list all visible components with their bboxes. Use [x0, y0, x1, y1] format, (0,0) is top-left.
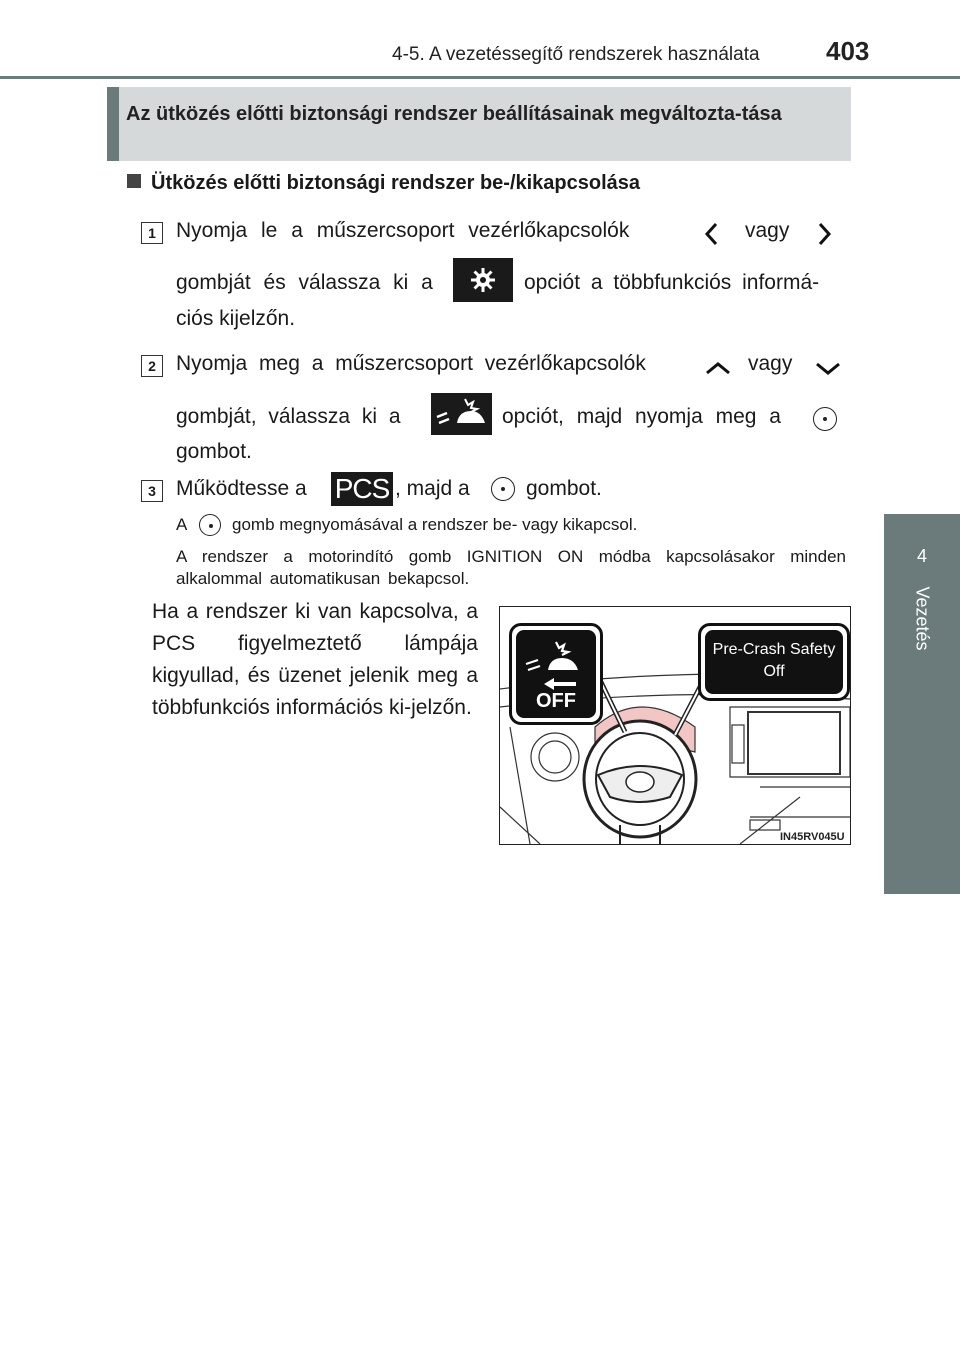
chevron-down-icon — [814, 360, 842, 376]
step1-vagy: vagy — [745, 219, 790, 242]
step1-line2b: opciót a többfunkciós informá- — [524, 271, 820, 294]
page-number: 403 — [826, 36, 870, 66]
dashboard-illustration — [499, 606, 851, 845]
note1-a: A — [176, 515, 188, 534]
chapter-tab-text: Vezetés — [912, 586, 933, 651]
body-paragraph: Ha a rendszer ki van kapcsolva, a PCS figyelmeztető lámpája kigyullad, és üzenet jelenik meg a többfunkciós információs ki-jelzőn. — [152, 600, 478, 719]
header-rule — [0, 76, 960, 79]
pcs-switch-icon: PCS — [331, 472, 393, 506]
step1-line1: Nyomja le a műszercsoport vezérlőkapcsolók — [176, 219, 630, 242]
ok-button-icon — [491, 477, 515, 501]
step3-text-b: , majd a — [395, 477, 470, 500]
settings-gear-icon — [453, 258, 513, 302]
subheading-text: Ütközés előtti biztonsági rendszer be-/kikapcsolása — [151, 172, 641, 194]
subheading — [127, 172, 640, 195]
note1-b: gomb megnyomásával a rendszer be- vagy kikapcsol. — [232, 515, 638, 534]
step-number-2: 2 — [141, 355, 163, 377]
lamp-frame — [509, 623, 603, 725]
section-title: Az ütközés előtti biztonsági rendszer beállításainak megváltozta-tása — [126, 103, 782, 125]
ok-button-icon — [199, 514, 221, 536]
lamp-off-text: OFF — [536, 690, 576, 712]
step3-text-a: Működtesse a — [176, 477, 307, 500]
pcs-off-lamp-icon — [516, 630, 596, 718]
section-title-bar — [107, 87, 119, 161]
step2-vagy: vagy — [748, 352, 793, 375]
ok-button-icon — [813, 407, 837, 431]
step2-line3: gombot. — [176, 440, 252, 463]
chevron-right-icon — [816, 221, 834, 247]
step-number-1: 1 — [141, 222, 163, 244]
step1-line3: ciós kijelzőn. — [176, 307, 296, 330]
callout-line1: Pre-Crash Safety — [712, 641, 836, 658]
mid-display-message — [705, 630, 843, 694]
step2-line2b: opciót, majd nyomja meg a — [502, 405, 781, 428]
step3-text-c: gombot. — [526, 477, 602, 500]
chevron-up-icon — [704, 360, 732, 376]
step-number-3: 3 — [141, 480, 163, 502]
square-bullet-icon — [127, 174, 141, 188]
step1-line2a: gombját és válassza ki a — [176, 271, 433, 294]
note2: A rendszer a motorindító gomb IGNITION ON módba kapcsolásakor minden alkalommal automatikusan bekapcsol. — [176, 547, 846, 588]
callout-frame — [698, 623, 850, 701]
chapter-tab-number: 4 — [884, 514, 960, 598]
illustration-code: IN45RV045U — [780, 831, 845, 843]
chevron-left-icon — [702, 221, 720, 247]
chapter-tab-label — [884, 586, 960, 894]
step2-line1: Nyomja meg a műszercsoport vezérlőkapcsolók — [176, 352, 646, 375]
step2-line2a: gombját, válassza ki a — [176, 405, 401, 428]
callout-line2: Off — [763, 663, 785, 680]
running-header-title: 4-5. A vezetéssegítő rendszerek használata — [392, 44, 760, 65]
pcs-car-icon — [431, 393, 492, 435]
